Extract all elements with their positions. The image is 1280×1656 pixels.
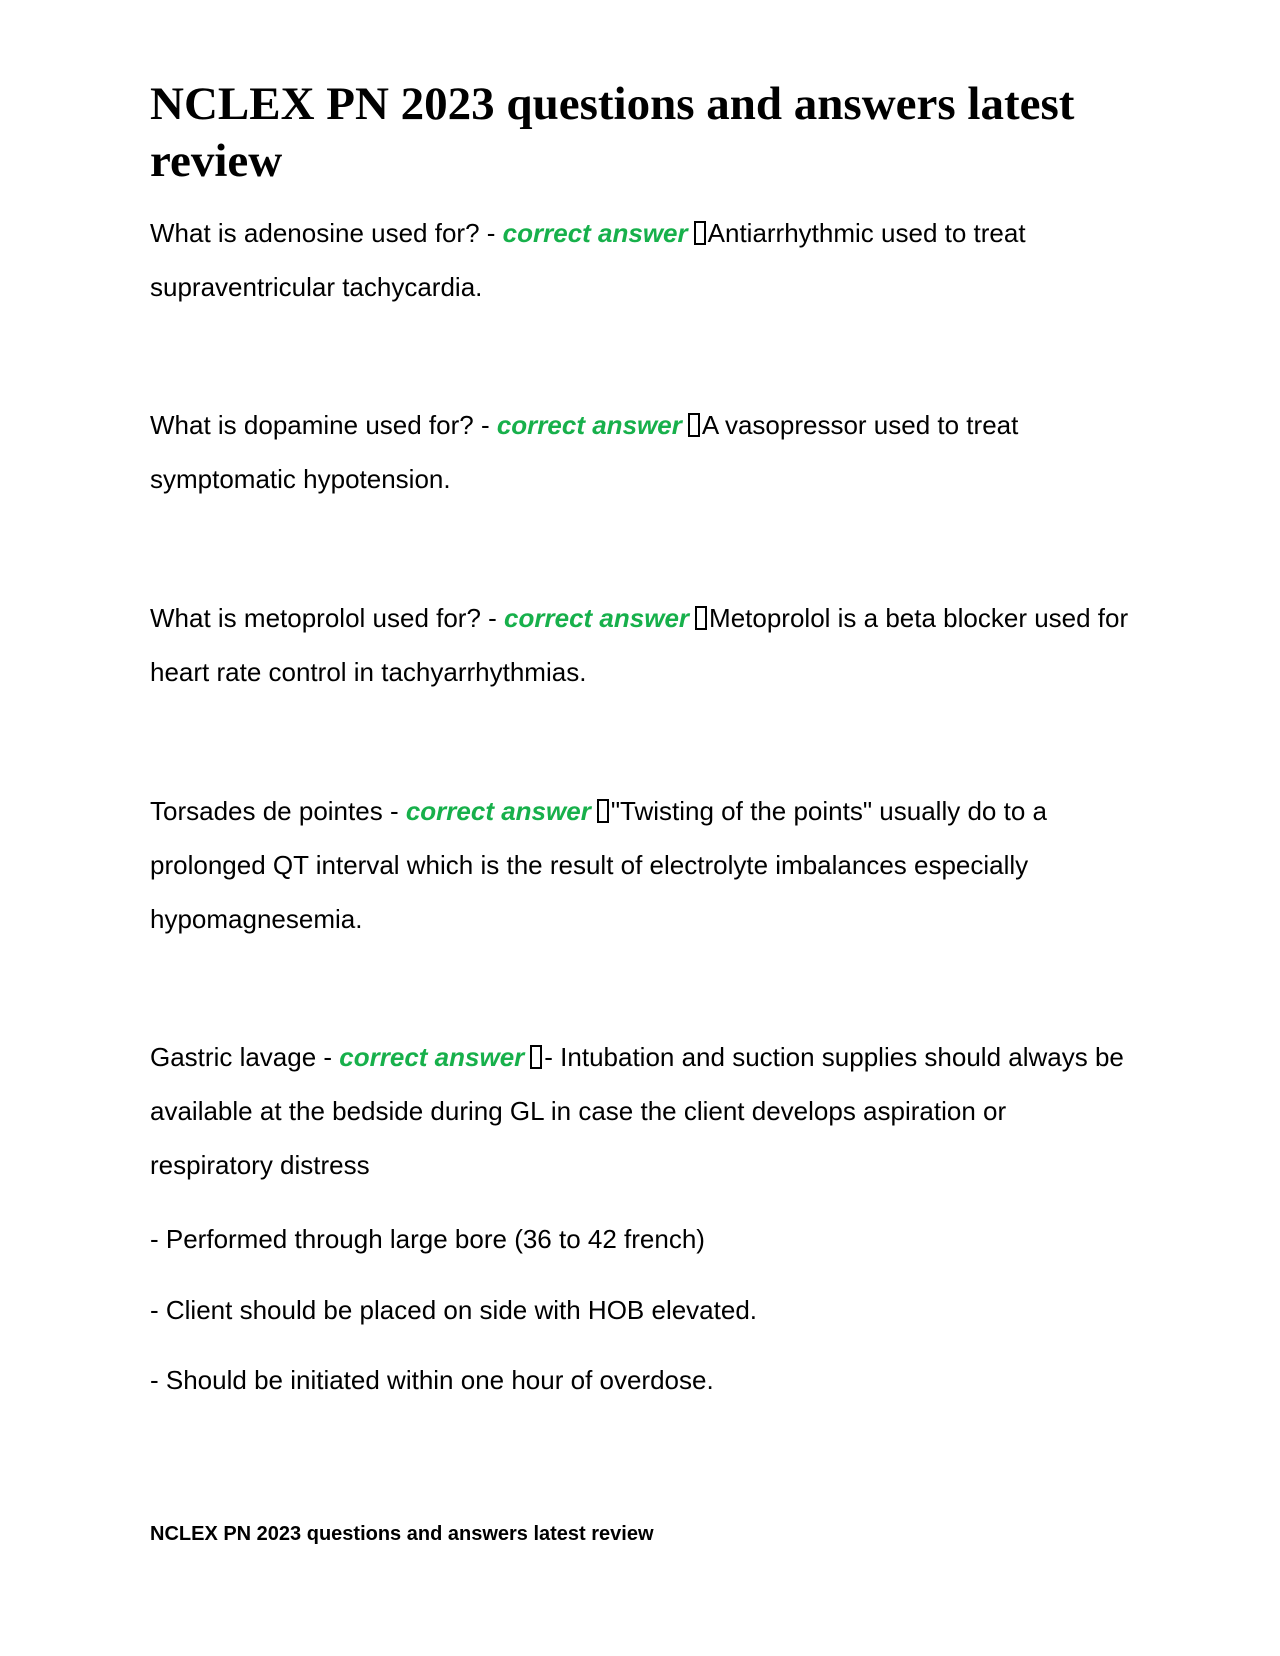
question-text: Torsades de pointes (150, 796, 383, 826)
separator: - (479, 218, 503, 248)
separator: - (316, 1042, 340, 1072)
answer-text: - Intubation and suction supplies should always be available at the bedside during GL in case the client develops aspiration or respiratory distress (150, 1042, 1124, 1180)
correct-answer-label: correct answer (339, 1042, 525, 1072)
answer-text: Metoprolol is a beta blocker used for heart rate control in tachyarrhythmias. (150, 603, 1129, 687)
answer-text: A vasopressor used to treat symptomatic hypotension. (150, 410, 1019, 494)
page-footer: NCLEX PN 2023 questions and answers latest review (150, 1523, 654, 1545)
answer-text: "Twisting of the points" usually do to a prolonged QT interval which is the result of electrolyte imbalances especially hypomagnesemia. (150, 796, 1047, 934)
correct-answer-label: correct answer (502, 218, 688, 248)
qa-item-gastric-lavage (150, 1030, 1130, 1192)
question-text: What is metoprolol used for? (150, 603, 481, 633)
separator: - (382, 796, 406, 826)
separator: - (473, 410, 497, 440)
missing-glyph-icon (530, 1045, 542, 1069)
page-title: NCLEX PN 2023 questions and answers latest review (150, 78, 1075, 187)
missing-glyph-icon (695, 606, 707, 630)
question-text: What is adenosine used for? (150, 218, 480, 248)
qa-item-torsades (150, 784, 1130, 946)
correct-answer-label: correct answer (405, 796, 591, 826)
qa-item-metoprolol (150, 591, 1130, 699)
missing-glyph-icon (694, 221, 706, 245)
correct-answer-label: correct answer (496, 410, 682, 440)
separator: - (480, 603, 505, 633)
missing-glyph-icon (688, 413, 700, 437)
qa-item-dopamine (150, 398, 1130, 506)
bullet-item: - Should be initiated within one hour of overdose. (150, 1365, 714, 1395)
correct-answer-label: correct answer (504, 603, 690, 633)
bullet-item: - Client should be placed on side with HOB elevated. (150, 1295, 758, 1325)
question-text: What is dopamine used for? (150, 410, 474, 440)
qa-item-adenosine (150, 206, 1130, 314)
answer-text: Antiarrhythmic used to treat supraventricular tachycardia. (150, 218, 1026, 302)
bullet-item: - Performed through large bore (36 to 42 french) (150, 1224, 705, 1254)
missing-glyph-icon (597, 799, 609, 823)
question-text: Gastric lavage (150, 1042, 317, 1072)
